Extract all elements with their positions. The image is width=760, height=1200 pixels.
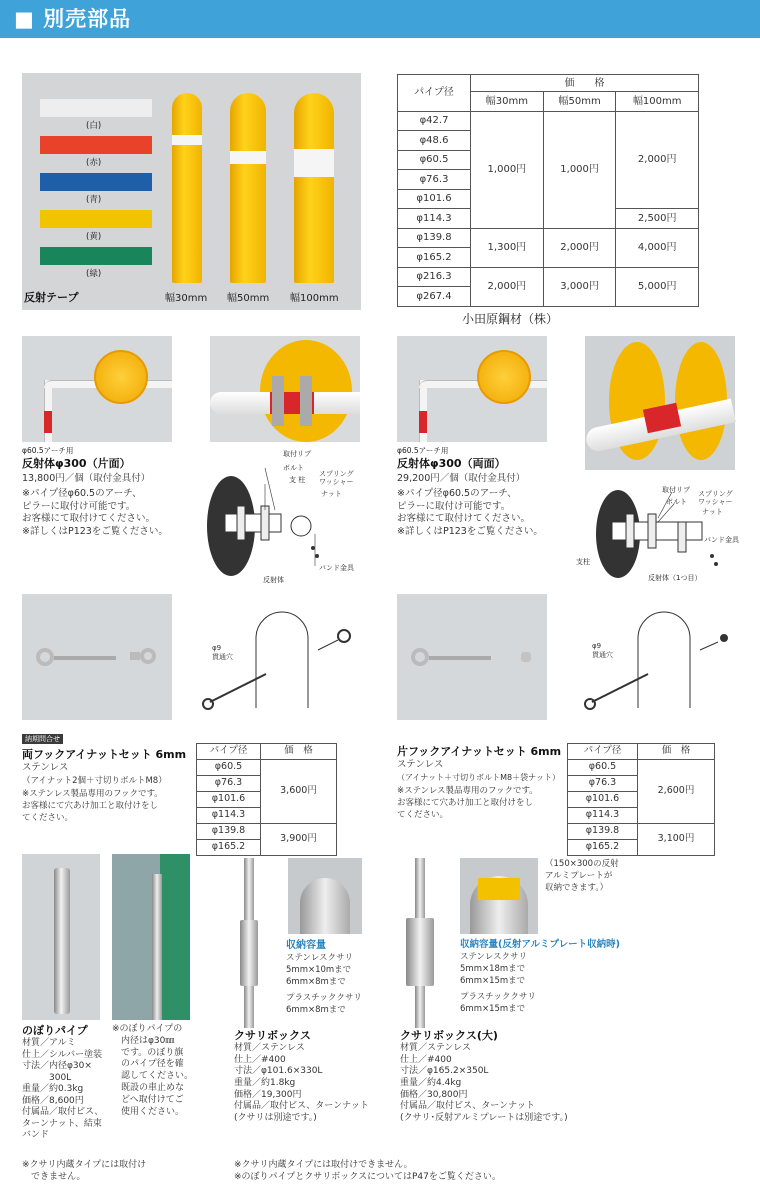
reflector-single-note: ※パイプ径φ60.5のアーチ、 ピラーに取付け可能です。 お客様にて取付けてください。 ※詳しくはP123をご覧ください。: [22, 487, 168, 538]
hook-single-note: ※ステンレス製品専用のフックです。 お客様にて穴あけ加工と取付けをし てください。: [397, 785, 538, 820]
pipe-cell: φ165.2: [398, 248, 471, 268]
chain-box-large-cap: ステンレスクサリ 5mm×18mまで 6mm×15mまで: [460, 952, 527, 987]
price-cell: 2,000円: [471, 267, 544, 306]
label-band: バンド金具: [319, 564, 354, 572]
pipe-cell: φ48.6: [398, 131, 471, 151]
price-cell: 2,500円: [616, 209, 699, 229]
hole-label: φ9 貫通穴: [592, 642, 613, 659]
price-cell: 3,000円: [543, 267, 616, 306]
chain-box-large-capacity: [460, 939, 660, 1015]
chain-box-large-cap-title: 収納容量(反射アルミプレート収納時): [460, 939, 620, 950]
col-price: 価 格: [471, 75, 699, 92]
pipe-cell: φ139.8: [568, 824, 638, 840]
footer-note: ※クサリ内蔵タイプには取付けできません。 ※のぼりパイプとクサリボックスについてはP47をご覧ください。: [234, 1160, 501, 1182]
reflector-single-title: 反射体φ300（片面）: [22, 456, 131, 470]
label-pillar: 支 柱: [289, 476, 306, 484]
reflector-single-price: 13,800円／個（取付金具付）: [22, 473, 151, 485]
tape-swatch-2: [40, 173, 152, 191]
chain-box-large-inside-photo: [460, 858, 538, 934]
hook-double-title: 両フックアイナットセット 6mm: [22, 748, 187, 761]
hook-single-material: ステンレス: [397, 759, 444, 771]
tape-swatch-label: (赤): [86, 158, 102, 168]
pipe-cell: φ101.6: [568, 792, 638, 808]
hook-single-title: 片フックアイナットセット 6mm: [397, 745, 562, 758]
chain-box-cap2: プラスチッククサリ 6mm×8mまで: [286, 993, 362, 1015]
nobori-pipe-photo: [22, 854, 100, 1020]
tape-swatch-label: (青): [86, 195, 102, 205]
pipe-cell: φ76.3: [398, 170, 471, 190]
label-body: 反射体: [263, 576, 284, 584]
hook-single-photo: [397, 594, 547, 720]
pipe-cell: φ139.8: [398, 228, 471, 248]
price-cell: 4,000円: [616, 228, 699, 267]
pipe-cell: φ42.7: [398, 111, 471, 131]
hook-double-badge: 納期問合せ: [22, 734, 63, 744]
chain-box-cap-title: 収納容量: [286, 940, 326, 951]
reflector-double-note: ※パイプ径φ60.5のアーチ、 ピラーに取付け可能です。 お客様にて取付けてください。 ※詳しくはP123をご覧ください。: [397, 487, 543, 538]
price-cell: 5,000円: [616, 267, 699, 306]
chain-box-photo: [234, 858, 264, 1028]
price-cell: 1,000円: [471, 111, 544, 228]
col-pipe: パイプ径: [568, 744, 638, 760]
label-bolt: ボルト: [283, 464, 304, 472]
tape-width-50: 幅50mm: [227, 293, 270, 304]
col-30: 幅30mm: [471, 92, 544, 112]
pipe-cell: φ165.2: [197, 840, 261, 856]
pipe-cell: φ267.4: [398, 287, 471, 307]
bollard-100mm: [294, 93, 334, 283]
label-body: 反射体（1つ目）: [648, 574, 702, 582]
pipe-cell: φ139.8: [197, 824, 261, 840]
hook-double-note: ※ステンレス製品専用のフックです。 お客様にて穴あけ加工と取付けをし てください。: [22, 788, 163, 823]
chain-box-large-photo: [400, 858, 440, 1028]
price-cell: 2,000円: [616, 111, 699, 209]
col-price: 価 格: [638, 744, 715, 760]
reflective-tape-photo: [22, 73, 361, 310]
hook-double-diagram: [196, 598, 366, 728]
hook-double-table: [196, 743, 337, 856]
tape-swatch-4: [40, 247, 152, 265]
hook-double-desc: （アイナット2個＋寸切りボルトM8）: [22, 776, 167, 787]
pipe-cell: φ101.6: [398, 189, 471, 209]
label-rib: 取付リブ: [662, 486, 690, 494]
price-cell: 2,000円: [543, 228, 616, 267]
reflector-single-photo: [22, 336, 172, 442]
price-cell: 3,600円: [261, 760, 337, 824]
chain-box-title: クサリボックス: [234, 1029, 311, 1042]
tape-swatch-label: (黄): [86, 232, 102, 242]
page-header: ■ 別売部品: [0, 0, 760, 38]
pipe-cell: φ101.6: [197, 792, 261, 808]
price-cell: 2,600円: [638, 760, 715, 824]
pipe-cell: φ60.5: [398, 150, 471, 170]
col-price: 価 格: [261, 744, 337, 760]
pipe-cell: φ165.2: [568, 840, 638, 856]
tape-swatch-0: [40, 99, 152, 117]
pipe-cell: φ60.5: [568, 760, 638, 776]
tape-swatch-label: (白): [86, 121, 102, 131]
label-rib: 取付リブ: [283, 450, 311, 458]
price-cell: 1,300円: [471, 228, 544, 267]
hook-single-desc: （アイナット＋寸切りボルトM8＋袋ナット）: [397, 773, 560, 783]
reflector-double-mount-photo: [585, 336, 735, 470]
tape-width-100: 幅100mm: [290, 293, 339, 304]
tape-caption: 反射テープ: [24, 291, 79, 304]
pipe-cell: φ76.3: [568, 776, 638, 792]
tape-price-table: [397, 74, 699, 307]
pipe-cell: φ76.3: [197, 776, 261, 792]
label-spring: スプリング ワッシャー: [698, 490, 733, 506]
hook-single-diagram: [578, 598, 748, 728]
label-spring: スプリング ワッシャー: [319, 470, 354, 486]
chain-box-inside-photo: [288, 858, 362, 934]
chain-box-info: [234, 1029, 394, 1124]
hook-single-table: [567, 743, 715, 856]
hook-double-photo: [22, 594, 172, 720]
chain-box-capacity: [286, 939, 396, 1016]
hook-single-info: [397, 745, 577, 821]
hook-double-material: ステンレス: [22, 762, 69, 774]
col-50: 幅50mm: [543, 92, 616, 112]
supplier-name: 小田原鋼材（株）: [462, 312, 559, 326]
chain-box-large-specs: 材質／ステンレス 仕上／#400 寸法／φ165.2×350L 重量／約4.4kg 価格／30,800円 付属品／取付ビス、ターンナット (クサリ･反射アルミプレートは別途です。): [400, 1043, 568, 1123]
label-pillar: 支柱: [576, 558, 590, 566]
chain-box-large-title: クサリボックス(大): [400, 1029, 498, 1042]
price-cell: 1,000円: [543, 111, 616, 228]
nobori-info: [22, 1024, 112, 1142]
chain-box-large-info: [400, 1029, 600, 1124]
pipe-cell: φ114.3: [197, 808, 261, 824]
reflector-double-info: [397, 446, 587, 539]
col-pipe: パイプ径: [197, 744, 261, 760]
price-cell: 3,900円: [261, 824, 337, 856]
reflector-double-title: 反射体φ300（両面）: [397, 456, 506, 470]
tape-swatch-label: (緑): [86, 269, 102, 279]
chain-box-large-plate-note: （150×300の反射 アルミプレートが 収納できます。）: [545, 859, 619, 893]
label-nut: ナット: [702, 508, 723, 516]
nobori-title: のぼりパイプ: [22, 1024, 88, 1037]
reflector-double-photo: [397, 336, 547, 442]
reflector-double-diagram: [576, 478, 758, 590]
bollard-30mm: [172, 93, 202, 283]
tape-swatch-3: [40, 210, 152, 228]
nobori-pipe-install-photo: [112, 854, 190, 1020]
hook-double-info: [22, 732, 202, 824]
label-band: バンド金具: [704, 536, 739, 544]
col-100: 幅100mm: [616, 92, 699, 112]
reflector-single-sub: φ60.5アーチ用: [22, 446, 74, 455]
label-nut: ナット: [321, 490, 342, 498]
tape-swatch-1: [40, 136, 152, 154]
chain-box-large-cap2: プラスチッククサリ 6mm×15mまで: [460, 992, 536, 1015]
nobori-footnote: ※クサリ内蔵タイプには取付け できません。: [22, 1160, 147, 1182]
reflector-double-sub: φ60.5アーチ用: [397, 446, 449, 455]
reflector-single-mount-photo: [210, 336, 360, 442]
reflector-single-diagram: [205, 448, 365, 588]
chain-box-specs: 材質／ステンレス 仕上／#400 寸法／φ101.6×330L 重量／約1.8kg 価格／19,300円 付属品／取付ビス、ターンナット (クサリは別途です。): [234, 1043, 369, 1123]
nobori-note: ※のぼりパイプの 内径はφ30㎜ です。のぼり旗 のパイプ径を確 認してください。 既設の車止めな どへ取付けてご 使用ください。: [112, 1024, 194, 1117]
price-cell: 3,100円: [638, 824, 715, 856]
col-pipe: パイプ径: [398, 75, 471, 112]
pipe-cell: φ114.3: [568, 808, 638, 824]
reflector-double-price: 29,200円／個（取付金具付）: [397, 473, 526, 485]
pipe-cell: φ216.3: [398, 267, 471, 287]
reflector-single-info: [22, 446, 202, 539]
hole-label: φ9 貫通穴: [212, 644, 233, 661]
label-bolt: ボルト: [666, 498, 687, 506]
pipe-cell: φ60.5: [197, 760, 261, 776]
nobori-specs: 材質／アルミ 仕上／シルバー塗装 寸法／内径φ30× 300L 重量／約0.3kg 価格／8,600円 付属品／取付ビス、 ターンナット、結束 バンド: [22, 1038, 104, 1141]
chain-box-cap: ステンレスクサリ 5mm×10mまで 6mm×8mまで: [286, 953, 353, 987]
bollard-50mm: [230, 93, 266, 283]
pipe-cell: φ114.3: [398, 209, 471, 229]
tape-width-30: 幅30mm: [165, 293, 208, 304]
